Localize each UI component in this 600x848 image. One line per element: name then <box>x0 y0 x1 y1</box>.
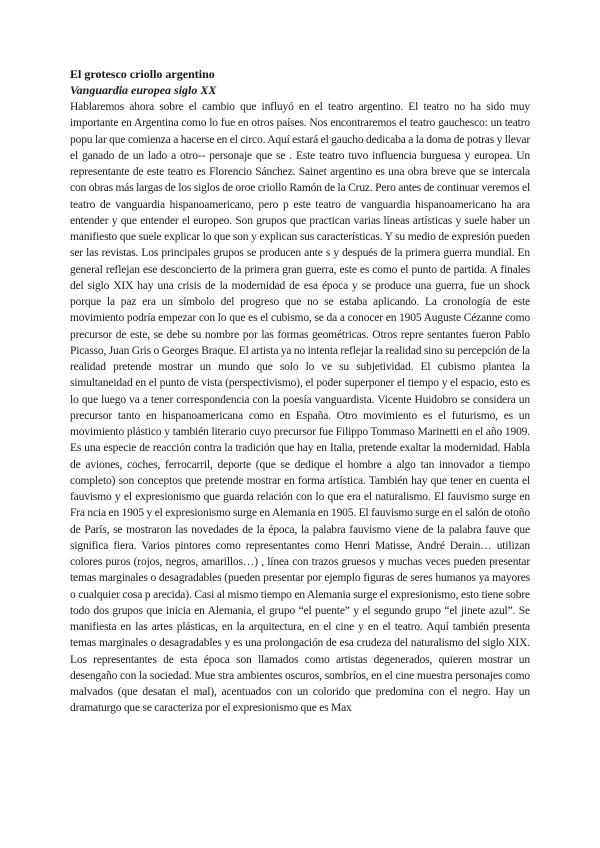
document-body: Hablaremos ahora sobre el cambio que influyó en el teatro argentino. El teatro no ha sido muy importante en Argentina como lo fue en otros países. Nos encontraremos el teatro gauchesco: un teatro popu lar que comienza a hacerse en el circo. Aquí estará el gaucho dedicaba a la doma de potras y llevar el ganado de un lado a otro-- personaje que se . Este teatro tuvo influencia burguesa y europea. Un representante de este teatro es Florencio Sánchez. Sainet argentino es una obra breve que se intercala con obras más largas de los siglos de oroe criollo Ramón de la Cruz. Pero antes de continuar veremos el teatro de vanguardia hispanoamericano, pero p este teatro de vanguardia hispanoamericano ha ara entender y que entender el europeo. Son grupos que practican varias líneas artísticas y suele haber un manifiesto que suele explicar lo que son y explican sus características. Y su medio de expresión pueden ser las revistas. Los principales grupos se producen ante s y después de la primera guerra mundial. En general reflejan ese desconcierto de la primera gran guerra, este es como el punto de partida. A finales del siglo XIX hay una crisis de la modernidad de esa época y se produce una guerra, fue un shock porque la paz era un símbolo del progreso que no se estaba aplicando. La cronología de este movimiento podría empezar con lo que es el cubismo, se da a conocer en 1905 Auguste Cézanne como precursor de este, se debe su nombre por las formas geométricas. Otros repre sentantes fueron Pablo Picasso, Juan Gris o Georges Braque. El artista ya no intenta reflejar la realidad sino su percepción de la realidad pretende mostrar un mundo que solo lo ve su subjetividad. El cubismo plantea la simultaneidad en el punto de vista (perspectivismo), el poder superponer el tiempo y el espacio, esto es lo que luego va a tener correspondencia con la poesía vanguardista. Vicente Huidobro se considera un precursor tanto en hispanoamericana como en España. Otro movimiento es el futurismo, es un movimiento plástico y también literario cuyo precursor fue Filippo Tommaso Marinetti en el año 1909. Es una especie de reacción contra la tradición que hay en Italia, pretende exaltar la modernidad. Habla de aviones, coches, ferrocarril, deporte (que se dedique el hombre a algo tan innovador a tiempo completo) son conceptos que pretende mostrar en forma artística. También hay que tener en cuenta el fauvismo y el expresionismo que guarda relación con lo que era el naturalismo. El fauvismo surge en Fra ncia en 1905 y el expresionismo surge en Alemania en 1905. El fauvismo surge en el salón de otoño de París, se mostraron las novedades de la época, la palabra fauvismo viene de la palabra fauve que significa fiera. Varios pintores como representantes como Henri Matisse, André Derain… utilizan colores puros (rojos, negros, amarillos…) , línea con trazos gruesos y muchas veces pueden presentar temas marginales o desagradables (pueden presentar por ejemplo figuras de seres humanos ya mayores o cualquier cosa p arecida). Casi al mismo tiempo en Alemania surge el expresionismo, esto tiene sobre todo dos grupos que inicia en Alemania, el grupo “el puente” y el segundo grupo “el jinete azul”. Se manifiesta en las artes plásticas, en la arquitectura, en el cine y en el teatro. Aquí también presenta temas marginales o desagradables y es una prolongación de esa crudeza del naturalismo del siglo XIX. Los representantes de esta época son llamados como artistas degenerados, quieren mostrar un desengaño con la sociedad. Mue stra ambientes oscuros, sombríos, en el cine muestra personajes como malvados (que desatan el mal), acentuados con un colorido que predomina con el negro. Hay un dramaturgo que se caracteriza por el expresionismo que es Max <box>70 101 530 715</box>
document-subtitle: Vanguardia europea siglo XX <box>70 83 217 97</box>
document-title: El grotesco criollo argentino <box>70 67 215 81</box>
document-page <box>70 67 530 717</box>
